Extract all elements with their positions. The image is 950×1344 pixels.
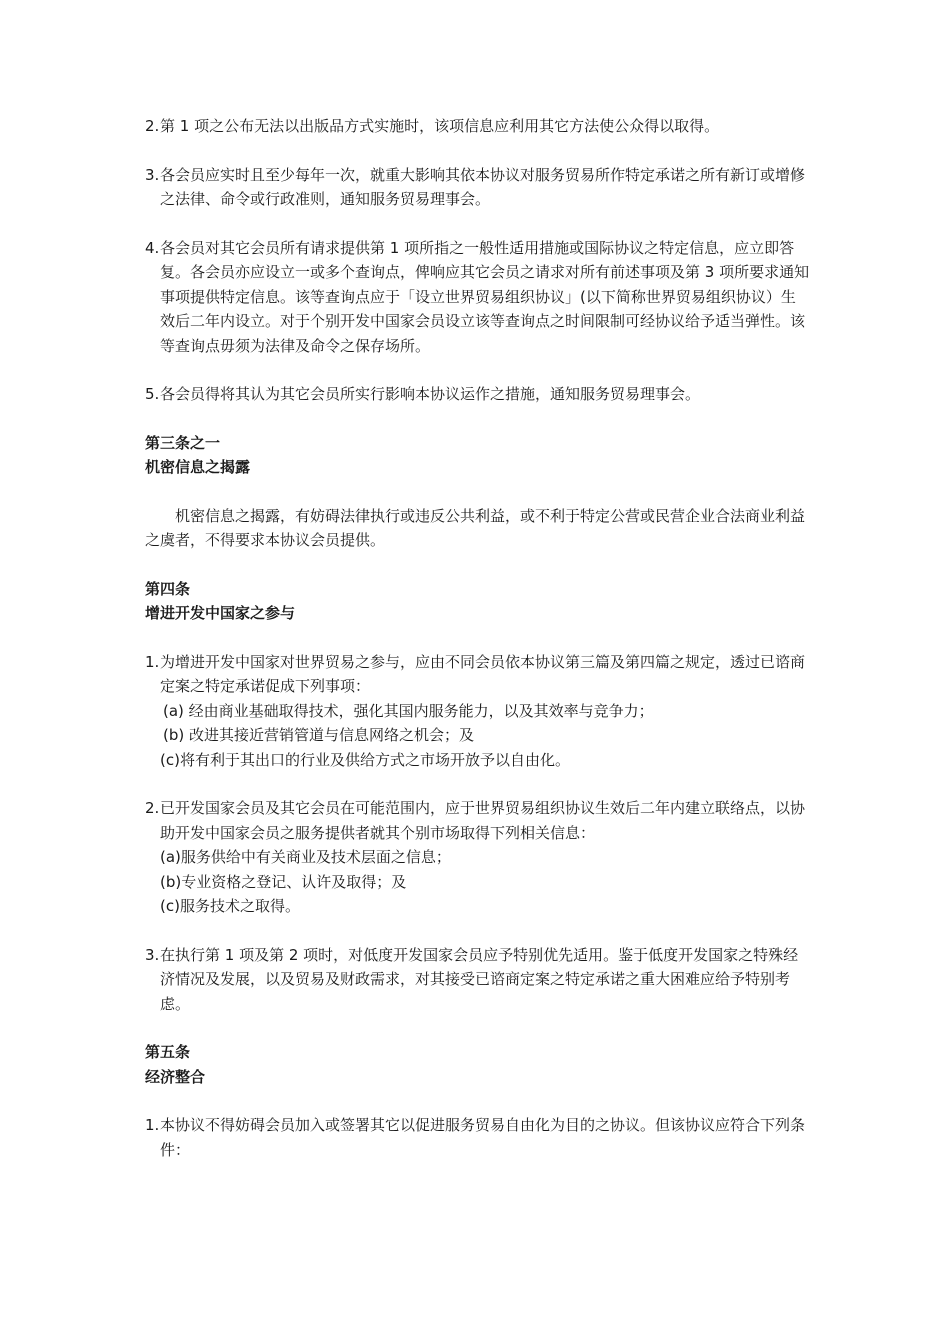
article-4-item-3 xyxy=(145,943,810,1017)
article-title: 经济整合 xyxy=(145,1067,206,1086)
article-title: 增进开发中国家之参与 xyxy=(145,604,296,622)
item-number: 3. xyxy=(145,945,160,964)
article-4-item-2 xyxy=(145,796,810,919)
article-4-item-1 xyxy=(145,650,810,773)
item-text: 在执行第 1 项及第 2 项时，对低度开发国家会员应予特别优先适用。鉴于低度开发国家之特殊经济情况及发展，以及贸易及财政需求，对其接受已谘商定案之特定承诺之重大困难应给予特别考虑。 xyxy=(160,945,799,1013)
item-text: 为增进开发中国家对世界贸易之参与，应由不同会员依本协议第三篇及第四篇之规定，透过已谘商定案之特定承诺促成下列事项： xyxy=(160,652,806,695)
sub-item-b: (b)专业资格之登记、认许及取得；及 xyxy=(160,872,407,891)
sub-item-c: (c)服务技术之取得。 xyxy=(160,897,300,915)
sub-item-list xyxy=(145,845,810,919)
item-number: 5. xyxy=(145,385,160,403)
item-number: 2. xyxy=(145,799,160,817)
article-number: 第五条 xyxy=(145,1043,191,1061)
item-number: 2. xyxy=(145,117,160,135)
item-number: 1. xyxy=(145,652,160,671)
sub-item-list xyxy=(145,699,810,773)
article-number: 第三条之一 xyxy=(145,433,221,452)
item-text: 各会员应实时且至少每年一次，就重大影响其依本协议对服务贸易所作特定承诺之所有新订或增修之法律、命令或行政准则，通知服务贸易理事会。 xyxy=(160,165,806,208)
paragraph-item-3 xyxy=(145,163,810,212)
sub-item-a: (a)服务供给中有关商业及技术层面之信息； xyxy=(160,848,451,866)
paragraph-item-2 xyxy=(145,114,810,139)
paragraph-item-5 xyxy=(145,382,810,407)
item-text: 已开发国家会员及其它会员在可能范围内，应于世界贸易组织协议生效后二年内建立联络点，以协助开发中国家会员之服务提供者就其个别市场取得下列相关信息： xyxy=(160,799,806,842)
article-5-heading xyxy=(145,1040,810,1089)
article-3bis-heading xyxy=(145,431,810,480)
paragraph-item-4 xyxy=(145,236,810,359)
document-page xyxy=(145,114,810,1186)
article-4-heading xyxy=(145,577,810,626)
article-3bis-body: 机密信息之揭露，有妨碍法律执行或违反公共利益，或不利于特定公营或民营企业合法商业利益之虞者，不得要求本协议会员提供。 xyxy=(145,506,806,549)
item-paragraph xyxy=(145,796,810,845)
item-number: 1. xyxy=(145,1116,160,1134)
sub-item-a: (a) 经由商业基础取得技术，强化其国内服务能力，以及其效率与竞争力； xyxy=(163,701,654,720)
sub-item-c: (c)将有利于其出口的行业及供给方式之市场开放予以自由化。 xyxy=(160,750,570,769)
sub-item-b: (b) 改进其接近营销管道与信息网络之机会；及 xyxy=(163,726,474,744)
item-paragraph xyxy=(145,650,810,699)
article-5-item-1 xyxy=(145,1113,810,1162)
item-text: 各会员得将其认为其它会员所实行影响本协议运作之措施，通知服务贸易理事会。 xyxy=(160,385,701,403)
article-title: 机密信息之揭露 xyxy=(145,458,251,476)
item-number: 3. xyxy=(145,165,160,184)
item-text: 本协议不得妨碍会员加入或签署其它以促进服务贸易自由化为目的之协议。但该协议应符合下列条件： xyxy=(160,1116,806,1159)
item-text: 第 1 项之公布无法以出版品方式实施时，该项信息应利用其它方法使公众得以取得。 xyxy=(160,117,720,135)
article-number: 第四条 xyxy=(145,579,191,598)
item-number: 4. xyxy=(145,238,160,257)
item-text: 各会员对其它会员所有请求提供第 1 项所指之一般性适用措施或国际协议之特定信息，应立即答复。各会员亦应设立一或多个查询点，俾响应其它会员之请求对所有前述事项及第 3 项所要求通知事项提供特定信息。该等查询点应于「设立世界贸易组织协议」(以下简称世界贸易组织协议）生效后二年内设立。对于个别开发中国家会员设立该等查询点之时间限制可经协议给予适当弹性。该等查询点毋须为法律及命令之保存场所。 xyxy=(160,238,810,355)
